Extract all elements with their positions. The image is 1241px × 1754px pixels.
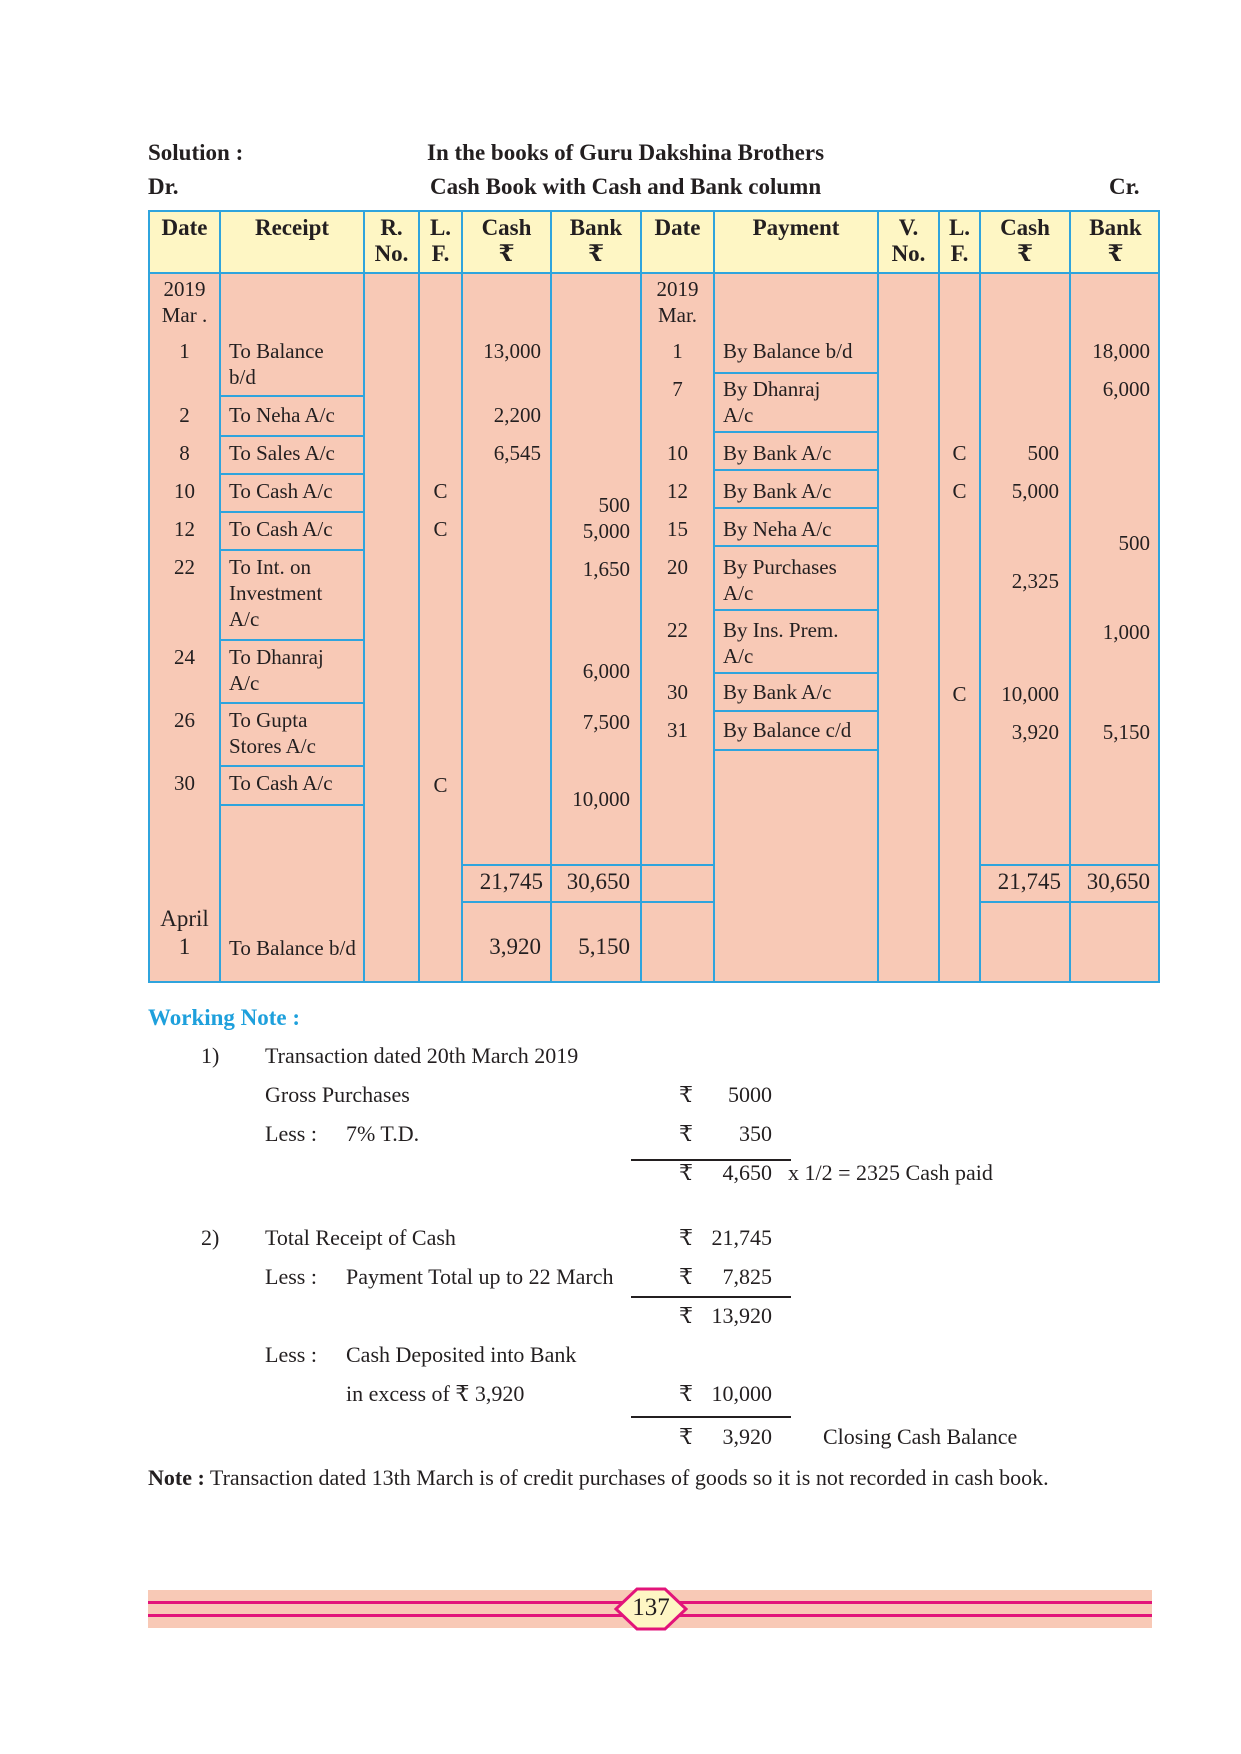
working-note-title: Working Note : [148,1005,301,1030]
receipt-particular: Stores A/c [229,734,316,758]
table-row: 30 [174,771,195,795]
deposit-value: 10,000 [711,1381,772,1406]
payment-particular: By Bank A/c [723,680,832,704]
receipt-particular: To Neha A/c [229,403,335,427]
payment-particular: By Dhanraj [723,377,821,401]
col-lf-right: L. F. [948,215,971,266]
payment-particular: A/c [723,403,754,427]
payment-month: Mar. [657,303,698,327]
table-row: 2 [179,403,190,427]
gross-purchases-label: Gross Purchases [265,1082,410,1107]
closing-label: Closing Cash Balance [823,1424,1018,1449]
books-title: In the books of Guru Dakshina Brothers [427,140,825,165]
receipt-bank: 1,650 [582,557,630,581]
receipt-bank: 500 [598,493,630,517]
note-label: Note : [148,1465,205,1490]
rupee-sign: ₹ [679,1424,693,1449]
payment-bank: 6,000 [1102,377,1150,401]
receipt-balance-cash: 3,920 [489,934,541,959]
payment-bank: 18,000 [1092,339,1150,363]
receipt-total-bank: 30,650 [566,869,630,894]
note-number-1: 1) [201,1043,220,1068]
payment-particular: By Neha A/c [723,517,832,541]
col-cash-right: Cash ₹ [1000,215,1050,266]
rupee-sign: ₹ [679,1082,693,1107]
table-row: 24 [174,645,195,669]
payment-bank: 500 [1118,531,1150,555]
receipt-particular: A/c [229,607,260,631]
td-label: 7% T.D. [346,1121,420,1146]
receipt-lf: C [433,517,448,541]
payment-particular: By Ins. Prem. [723,618,839,642]
payment-bank: 5,150 [1102,720,1150,744]
excess-label: in excess of ₹ 3,920 [346,1381,525,1406]
table-row: 20 [667,555,688,579]
cash-book-table [148,210,1160,983]
payment-cash: 500 [1027,441,1059,465]
receipt-particular: To Balance [229,339,324,363]
payment-cash: 3,920 [1011,720,1059,744]
cr-label: Cr. [1109,174,1140,199]
receipt-particular: Investment [229,581,323,605]
payment-particular: A/c [723,581,754,605]
payment-total-cash: 21,745 [997,869,1061,894]
payment-cash: 10,000 [1001,682,1059,706]
table-row: 15 [667,517,688,541]
rupee-sign: ₹ [679,1121,693,1146]
col-date-left: Date [161,215,208,240]
receipt-year: 2019 [163,277,206,301]
receipt-particular: To Cash A/c [229,771,333,795]
closing-value: 3,920 [722,1424,772,1449]
net-calculation: x 1/2 = 2325 Cash paid [788,1160,993,1185]
receipt-balance-bank: 5,150 [578,934,630,959]
table-row: 7 [672,377,683,401]
payment-cash: 2,325 [1011,569,1059,593]
rupee-sign: ₹ [679,1381,693,1406]
receipt-particular: To Dhanraj [229,645,324,669]
receipt-lf: C [433,479,448,503]
page-number: 137 [632,1594,670,1621]
td-value: 350 [739,1121,772,1146]
table-row: 1 [179,339,190,363]
receipt-april-day: 1 [178,934,191,959]
receipt-particular: To Cash A/c [229,479,333,503]
col-r-no: R. No. [374,215,409,266]
payment-total-bank: 30,650 [1086,869,1150,894]
table-row: 12 [667,479,688,503]
receipt-total-cash: 21,745 [479,869,543,894]
col-payment: Payment [752,215,840,240]
receipt-cash: 2,200 [493,403,541,427]
col-lf-left: L. F. [429,215,452,266]
payment-lf: C [952,479,967,503]
table-row: 22 [667,618,688,642]
receipt-particular: To Int. on [229,555,311,579]
footnote [148,1465,1049,1491]
cash-deposited-label: Cash Deposited into Bank [346,1342,577,1367]
dr-label: Dr. [148,174,179,199]
rupee-sign: ₹ [679,1225,693,1250]
table-row: 10 [667,441,688,465]
solution-label: Solution : [148,140,244,165]
table-row: 22 [174,555,195,579]
payment-particular: By Bank A/c [723,479,832,503]
gross-purchases-value: 5000 [728,1082,772,1107]
payment-cash: 5,000 [1011,479,1059,503]
col-bank-left: Bank ₹ [569,215,623,266]
receipt-particular: A/c [229,671,260,695]
receipt-cash: 6,545 [493,441,541,465]
col-cash-left: Cash ₹ [481,215,532,266]
receipt-total-value: 21,745 [711,1225,772,1250]
note-text: Transaction dated 13th March is of credit purchases of goods so it is not recorded in cash book. [209,1465,1049,1490]
net-value: 4,650 [722,1160,772,1185]
receipt-particular: b/d [229,365,256,389]
table-row: 10 [174,479,195,503]
note-1-text: Transaction dated 20th March 2019 [265,1043,579,1068]
payment-total-label: Payment Total up to 22 March [346,1264,614,1289]
payment-particular: By Bank A/c [723,441,832,465]
payment-bank: 1,000 [1102,620,1150,644]
receipt-bank: 5,000 [582,519,630,543]
less-label: Less : [265,1264,317,1289]
receipt-particular: To Gupta [229,708,308,732]
rupee-sign: ₹ [679,1303,693,1328]
col-v-no: V. No. [891,215,926,266]
table-row: 8 [179,441,190,465]
receipt-april: April [160,906,209,931]
rupee-sign: ₹ [679,1160,693,1185]
payment-year: 2019 [656,277,699,301]
subtotal-value: 13,920 [711,1303,772,1328]
note-number-2: 2) [201,1225,220,1250]
rupee-sign: ₹ [679,1264,693,1289]
payment-particular: A/c [723,644,754,668]
receipt-particular: To Cash A/c [229,517,333,541]
payment-particular: By Purchases [723,555,837,579]
receipt-lf: C [433,773,448,797]
receipt-bank: 10,000 [572,787,630,811]
table-row: 30 [667,680,688,704]
receipt-balance-bd: To Balance b/d [229,936,356,960]
table-row: 1 [672,339,683,363]
less-label: Less : [265,1342,317,1367]
col-bank-right: Bank ₹ [1089,215,1142,266]
table-row: 31 [667,718,688,742]
col-date-right: Date [654,215,701,240]
cashbook-title: Cash Book with Cash and Bank column [430,174,822,199]
payment-lf: C [952,682,967,706]
receipt-bank: 7,500 [582,710,630,734]
receipt-particular: To Sales A/c [229,441,335,465]
less-label: Less : [265,1121,317,1146]
payment-particular: By Balance b/d [723,339,853,363]
payment-total-value: 7,825 [722,1264,772,1289]
receipt-month: Mar . [161,303,208,327]
receipt-cash: 13,000 [483,339,541,363]
payment-particular: By Balance c/d [723,718,852,742]
note-2-text: Total Receipt of Cash [265,1225,456,1250]
payment-lf: C [952,441,967,465]
col-receipt: Receipt [254,215,330,240]
table-row: 26 [174,708,195,732]
receipt-bank: 6,000 [582,659,630,683]
table-row: 12 [174,517,195,541]
